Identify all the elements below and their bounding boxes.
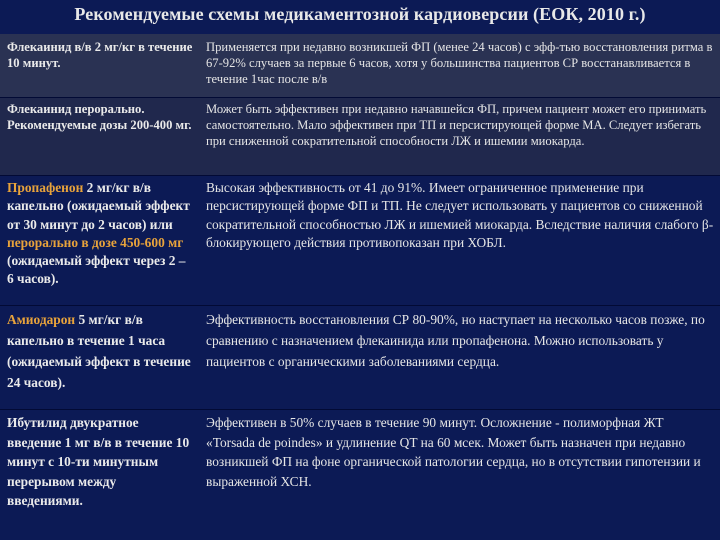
drug-effect-text: (ожидаемый эффект через 2 – 6 часов). (7, 253, 186, 287)
cardioversion-table (0, 34, 720, 514)
efficacy-cell: Может быть эффективен при недавно начавшейся ФП, причем пациент может его принимать самостоятельно. Мало эффективен при ТП и персистирующей форме МА. Следует избегать при сниженной сократительной способности ЛЖ и ишемии миокарда. (199, 98, 720, 176)
drug-regimen-cell: Флекаинид перорально. Рекомендуемые дозы 200-400 мг. (0, 98, 199, 176)
table-row (0, 176, 720, 306)
drug-regimen-cell: Флекаинид в/в 2 мг/кг в течение 10 минут. (0, 34, 199, 98)
table-row (0, 410, 720, 514)
drug-name-highlight: Амиодарон (7, 312, 76, 327)
slide-title: Рекомендуемые схемы медикаментозной кардиоверсии (ЕОК, 2010 г.) (74, 4, 646, 24)
drug-name-highlight: Пропафенон (7, 180, 84, 195)
table-row (0, 34, 720, 98)
drug-regimen-cell (0, 176, 199, 306)
drug-dose-text: 2 мг/кг в/в капельно (ожидаемый эффект от 30 минут до 2 часов) или (7, 180, 190, 232)
drug-regimen-cell: Ибутилид двукратное введение 1 мг в/в в течение 10 минут с 10-ти минутным перерывом между введениями. (0, 410, 199, 514)
drug-dose-text: 5 мг/кг в/в капельно в течение 1 часа (ожидаемый эффект в течение 24 часов). (7, 312, 191, 390)
oral-route-highlight: перорально в дозе 450-600 мг (7, 234, 184, 250)
efficacy-cell: Эффективность восстановления СР 80-90%, но наступает на несколько часов позже, по сравнению с назначением флекаинида или пропафенона. Можно использовать у пациентов с органическими заболеваниями сердца. (199, 306, 720, 410)
drug-regimen-cell (0, 306, 199, 410)
efficacy-cell: Эффективен в 50% случаев в течение 90 минут. Осложнение - полиморфная ЖТ «Torsada de poindes» и удлинение QT на 60 мсек. Может быть назначен при недавно возникшей ФП на фоне органической патологии сердца, но в отсутствии гипотензии и выраженной ХСН. (199, 410, 720, 514)
table-row (0, 306, 720, 410)
efficacy-cell: Высокая эффективность от 41 до 91%. Имеет ограниченное применение при персистирующей форме ФП и ТП. Не следует использовать у пациентов со сниженной сократительной способностью ЛЖ и ишемией миокарда. Вследствие наличия слабого β-блокирующего действия противопоказан при ХОБЛ. (199, 176, 720, 306)
table-row (0, 98, 720, 176)
efficacy-cell: Применяется при недавно возникшей ФП (менее 24 часов) с эфф-тью восстановления ритма в 67-92% случаев за первые 6 часов, хотя у большинства пациентов СР восстанавливается в течение 1час после в/в (199, 34, 720, 98)
